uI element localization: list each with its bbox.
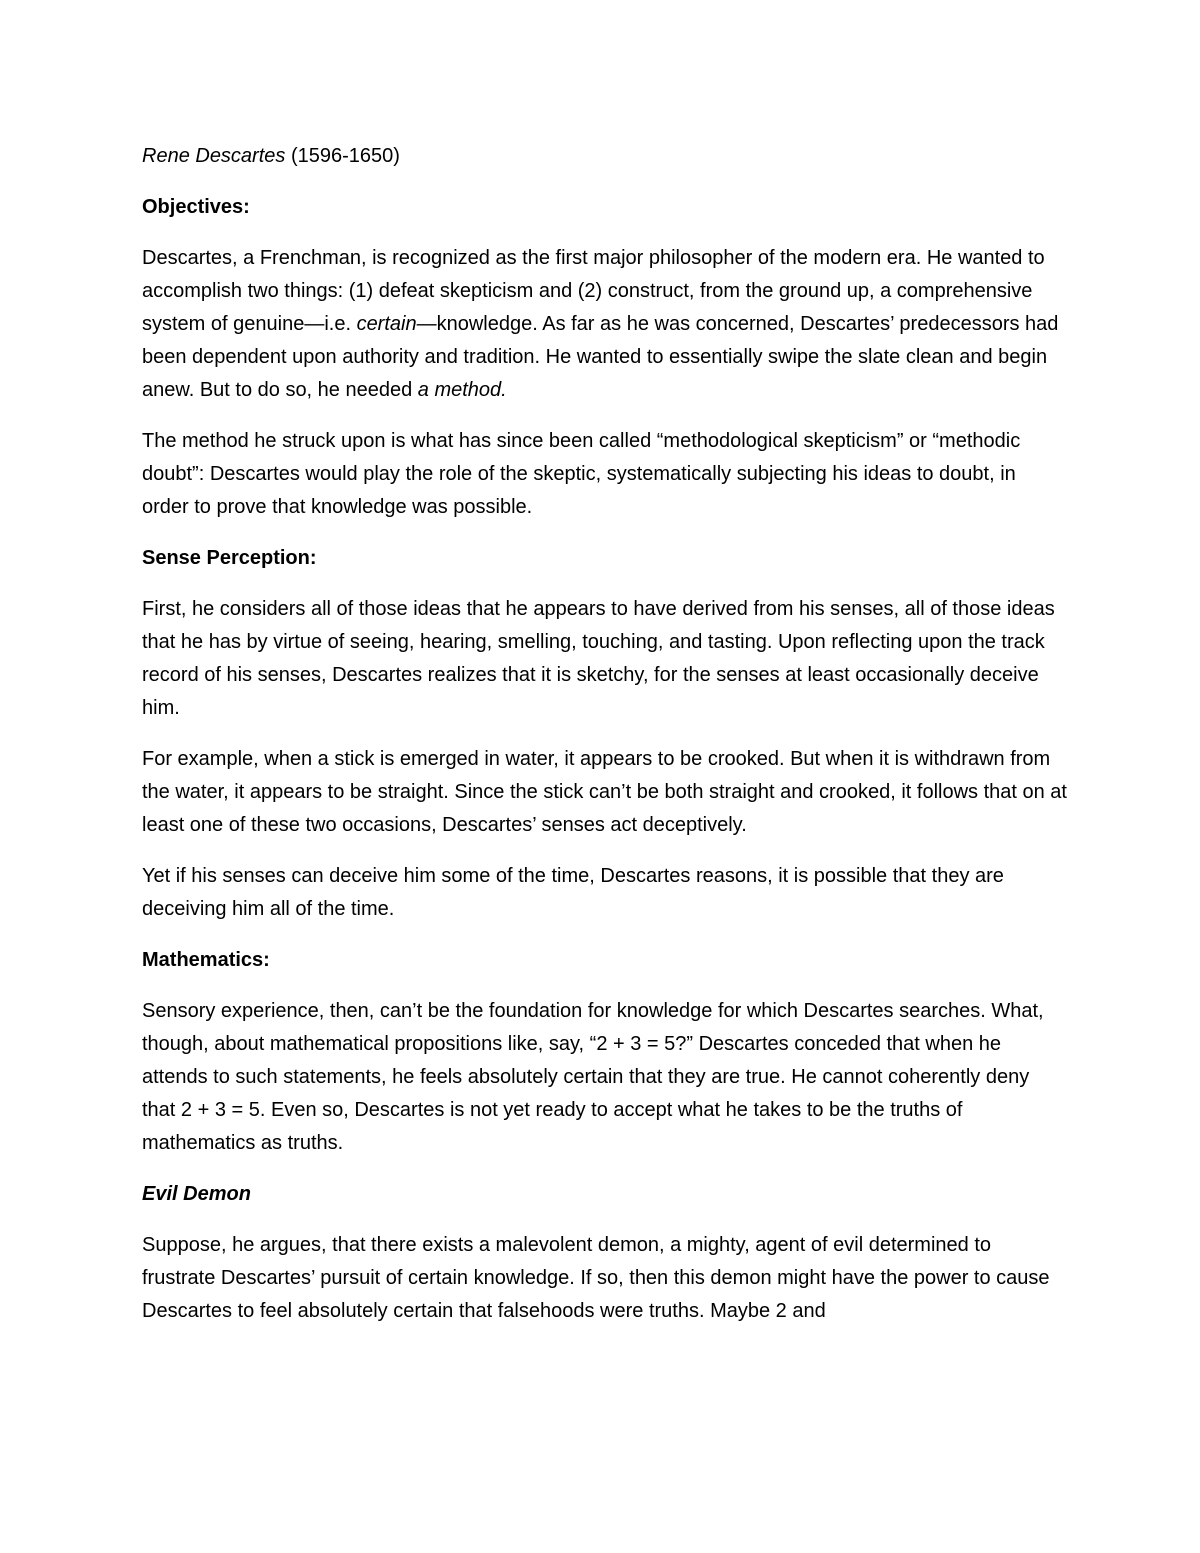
objectives-p1-text-b: —knowledge. As far as he was concerned, Descartes’ predecessors had been dependent upon authority and tradition. He wanted to essentially swipe the slate clean and begin anew. But to do so, he needed bbox=[142, 313, 1059, 401]
heading-objectives: Objectives: bbox=[142, 196, 250, 218]
title-dates: (1596-1650) bbox=[285, 145, 400, 167]
paragraph-sense-2: For example, when a stick is emerged in water, it appears to be crooked. But when it is withdrawn from the water, it appears to be straight. Since the stick can’t be both straight and crooked, it follows that on at least one of these two occasions, Descartes’ senses act deceptively. bbox=[142, 748, 1067, 836]
paragraph-sense-3: Yet if his senses can deceive him some of the time, Descartes reasons, it is possible that they are deceiving him all of the time. bbox=[142, 865, 1004, 920]
document-title bbox=[142, 140, 1067, 173]
paragraph-evil-demon-1: Suppose, he argues, that there exists a malevolent demon, a mighty, agent of evil determined to frustrate Descartes’ pursuit of certain knowledge. If so, then this demon might have the power to cause Descartes to feel absolutely certain that falsehoods were truths. Maybe 2 and bbox=[142, 1234, 1050, 1322]
heading-mathematics: Mathematics: bbox=[142, 949, 270, 971]
document-body bbox=[142, 140, 1067, 1346]
heading-evil-demon: Evil Demon bbox=[142, 1183, 251, 1205]
objectives-p1-emphasis-certain: certain bbox=[356, 313, 417, 335]
objectives-p1-text-a: Descartes, a Frenchman, is recognized as the first major philosopher of the modern era. He wanted to accomplish two things: (1) defeat skepticism and (2) construct, from the ground up, a comprehensive system of genuine—i.e. bbox=[142, 247, 1045, 335]
paragraph-objectives-1 bbox=[142, 242, 1067, 407]
paragraph-sense-1: First, he considers all of those ideas that he appears to have derived from his senses, all of those ideas that he has by virtue of seeing, hearing, smelling, touching, and tasting. Upon reflecting upon the track record of his senses, Descartes realizes that it is sketchy, for the senses at least occasionally deceive him. bbox=[142, 598, 1055, 719]
paragraph-mathematics-1: Sensory experience, then, can’t be the foundation for knowledge for which Descartes searches. What, though, about mathematical propositions like, say, “2 + 3 = 5?” Descartes conceded that when he attends to such statements, he feels absolutely certain that they are true. He cannot coherently deny that 2 + 3 = 5. Even so, Descartes is not yet ready to accept what he takes to be the truths of mathematics as truths. bbox=[142, 1000, 1044, 1154]
objectives-p1-emphasis-method: a method. bbox=[417, 379, 507, 401]
title-name: Rene Descartes bbox=[142, 145, 286, 167]
paragraph-objectives-2: The method he struck upon is what has since been called “methodological skepticism” or “methodic doubt”: Descartes would play the role of the skeptic, systematically subjecting his ideas to doubt, in order to prove that knowledge was possible. bbox=[142, 430, 1021, 518]
heading-sense-perception: Sense Perception: bbox=[142, 547, 317, 569]
